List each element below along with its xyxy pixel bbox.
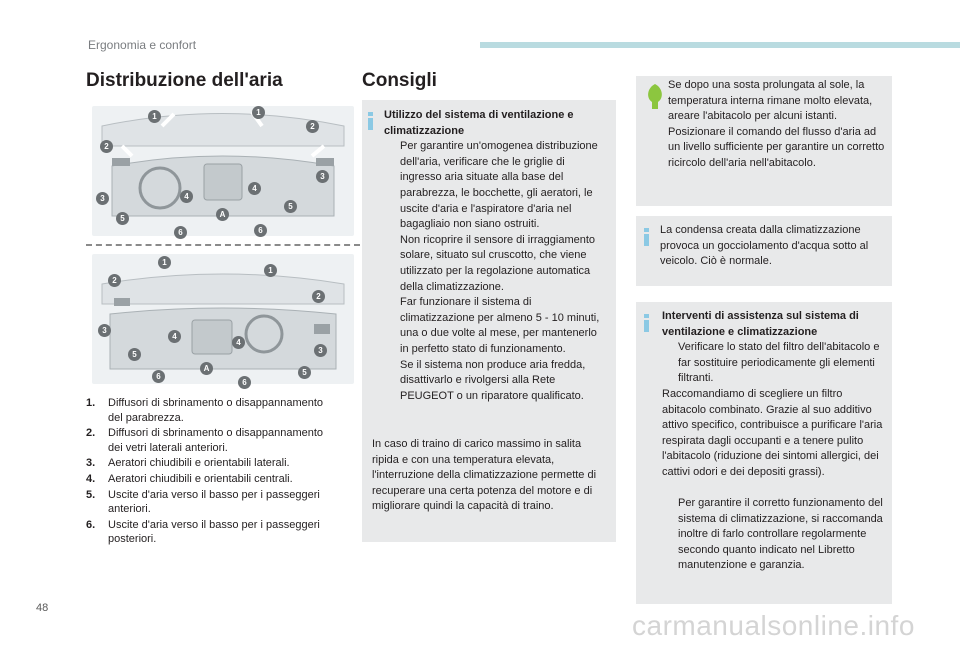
bullet-icon [662,340,678,387]
page-number: 48 [36,602,49,614]
marker-5: 5 [116,212,129,225]
maintenance-bullet [662,496,886,574]
marker-4: 4 [168,330,181,343]
legend-item: 6. Uscite d'aria verso il basso per i passeggeri posteriori. [86,518,320,546]
marker-A: A [200,362,213,375]
info-icon [644,228,649,246]
legend-item: 3. Aeratori chiudibili e orientabili laterali. [86,457,290,470]
legend-item: 2. Diffusori di sbrinamento o disappannamento dei vetri laterali anteriori. [86,427,324,454]
list-item: Verificare lo stato del filtro dell'abitacolo e far sostituire periodicamente gli elementi filtranti. [662,340,886,387]
section-header: Ergonomia e confort [88,38,197,52]
dashboard-figure-top [92,106,354,236]
watermark: carmanualsonline.info [632,610,915,641]
eco-tip-box [636,76,892,206]
list-item: Per garantire un'omogenea distribuzione dell'aria, verificare che le griglie di ingresso aria situate alla base del parabrezza, le bocchette, gli aeratori, le uscite d'aria e l'aspiratore d'aria nel bagagliaio non siano ostruiti. [384,139,608,233]
marker-6: 6 [238,376,251,389]
list-item: Far funzionare il sistema di climatizzazione per almeno 5 - 10 minuti, una o due volte al mese, per mantenerlo in perfetto stato di funzionamento. [384,295,608,357]
marker-1: 1 [264,264,277,277]
header-bar [480,42,960,48]
marker-2: 2 [306,120,319,133]
leaf-icon [644,82,666,110]
info-icon [644,314,649,332]
marker-6: 6 [174,226,187,239]
marker-3: 3 [98,324,111,337]
bullet-icon [384,139,400,233]
marker-A: A [216,208,229,221]
legend-item: 5. Uscite d'aria verso il basso per i passeggeri anteriori. [86,488,320,516]
marker-1: 1 [158,256,171,269]
marker-2: 2 [108,274,121,287]
marker-3: 3 [314,344,327,357]
bullet-icon [384,358,400,405]
bullet-icon [384,233,400,295]
bullet-icon [662,496,678,574]
filter-paragraph: Raccomandiamo di scegliere un filtro abitacolo combinato. Grazie al suo additivo attivo specifico, contribuisce a purificare l'aria respirata dagli occupanti e a tenere pulito l'abitacolo (riduzione dei sintomi allergici, dei cattivi odori e dei depositi grassi). [662,388,883,478]
bullet-icon [384,295,400,357]
marker-6: 6 [254,224,267,237]
marker-6: 6 [152,370,165,383]
marker-4: 4 [232,336,245,349]
marker-2: 2 [100,140,113,153]
box-title: Utilizzo del sistema di ventilazione e climatizzazione [384,109,574,137]
page-title: Distribuzione dell'aria [86,70,283,91]
legend-list [86,396,330,548]
marker-5: 5 [298,366,311,379]
marker-4: 4 [180,190,193,203]
marker-5: 5 [128,348,141,361]
ventilation-tips-content [384,108,608,404]
marker-1: 1 [148,110,161,123]
maintenance-content [662,309,886,387]
ventilation-tips-box [362,100,616,542]
legend-item: 1. Diffusori di sbrinamento o disappannamento del parabrezza. [86,397,324,424]
marker-2: 2 [312,290,325,303]
maintenance-title: Interventi di assistenza sul sistema di ventilazione e climatizzazione [662,310,859,338]
marker-5: 5 [284,200,297,213]
eco-tip-text: Se dopo una sosta prolungata al sole, la temperatura interna rimane molto elevata, areare l'abitacolo per alcuni istanti. Posizionare il comando del flusso d'aria ad un livello sufficiente per garantire un corretto ricircolo dell'aria nell'abitacolo. [668,79,885,169]
condensation-box [636,216,892,286]
list-item: Per garantire il corretto funzionamento del sistema di climatizzazione, si raccomanda inoltre di farlo controllare regolarmente secondo quanto indicato nel Libretto manutenzione e garanzia. [662,496,886,574]
dashboard-figure-bottom [92,254,354,387]
section-title-consigli: Consigli [362,70,437,91]
list-item: Se il sistema non produce aria fredda, disattivarlo e rivolgersi alla Rete PEUGEOT o un riparatore qualificato. [384,358,608,405]
legend-item: 4. Aeratori chiudibili e orientabili centrali. [86,472,293,485]
figure-divider [86,244,360,246]
list-item: Non ricoprire il sensore di irraggiamento solare, situato sul cruscotto, che viene utilizzato per la regolazione automatica della climatizzazione. [384,233,608,295]
marker-3: 3 [96,192,109,205]
condensation-text: La condensa creata dalla climatizzazione provoca un gocciolamento d'acqua sotto al veicolo. Ciò è normale. [660,224,869,268]
marker-3: 3 [316,170,329,183]
dashboard-illustration-bottom [92,254,354,384]
towing-paragraph: In caso di traino di carico massimo in salita ripida e con una temperatura elevata, l'interruzione della climatizzazione permette di recuperare una certa potenza del motore e di migliorare quindi la capacità di traino. [372,438,597,513]
maintenance-box [636,302,892,604]
marker-4: 4 [248,182,261,195]
marker-1: 1 [252,106,265,119]
info-icon [368,112,373,130]
